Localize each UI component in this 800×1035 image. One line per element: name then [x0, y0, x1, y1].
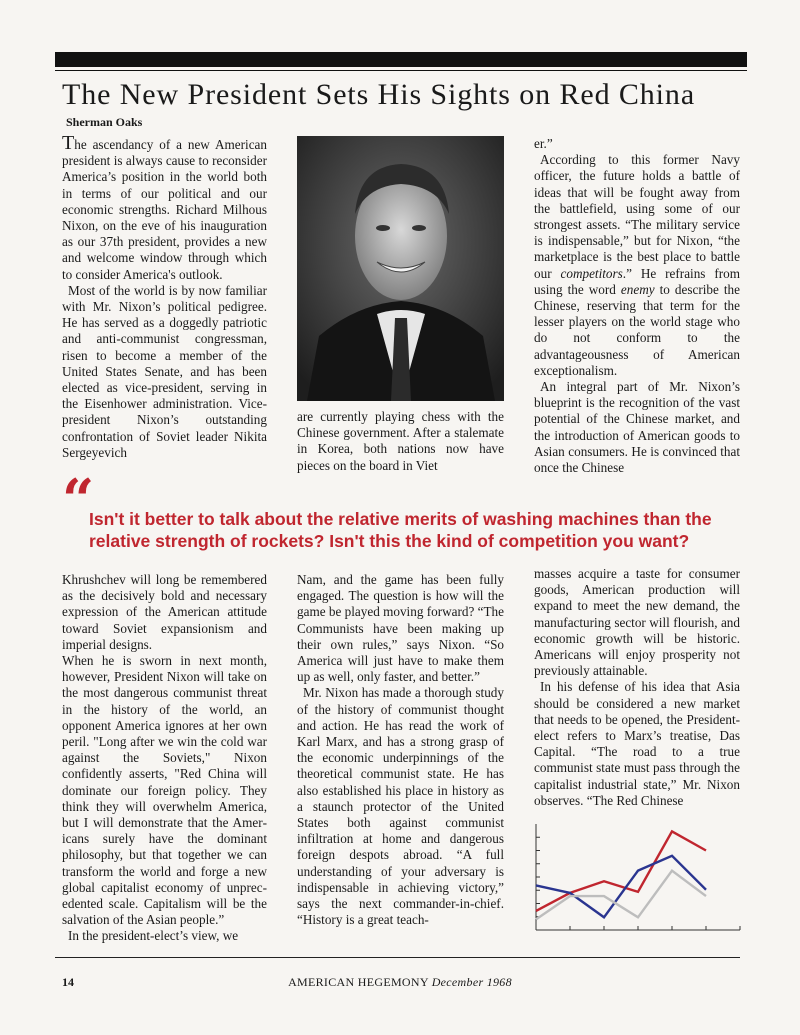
article-title: The New President Sets His Sights on Red China: [62, 78, 696, 111]
quote-mark-icon: “: [62, 467, 95, 533]
series-line-1: [536, 831, 706, 911]
paragraph: Khrushchev will long be remembered as the decisively bold and necessary expression of the American attitude toward Soviet expansionism and imperial designs.: [62, 572, 267, 652]
paragraph: are currently playing chess with the Chinese government. After a stalemate in Korea, both nations now have pieces on the board in Viet: [297, 409, 504, 473]
paragraph: er.”: [534, 136, 553, 151]
column-bottom-middle: [297, 572, 504, 928]
nixon-portrait-photo: [297, 136, 504, 401]
italic-word: competitors: [560, 265, 623, 281]
paragraph: Mr. Nixon has made a thorough study of the history of communist thought and action. He has read the work of Karl Marx, and has a strong grasp of the economic underpinnings of the theoretical communist state. He has also established his place in history as a staunch protector of the United States both against communist infiltration at home and dangerous foreign despots abroad. “A full understanding of your adversary is indispensable in achieving victory,” says the next commander-in-chief. “History is a great teach-: [297, 685, 504, 928]
line-chart: [528, 822, 746, 934]
column-top-right: [534, 136, 740, 476]
header-bar: [55, 52, 747, 67]
byline: Sherman Oaks: [66, 115, 143, 129]
paragraph-rest: he ascendancy of a new American president is always cause to reconsider America’s position in the world both in terms of our political and our economic strengths. Richard Milhous Nixon, on the eve of his inauguration as our 37th president, provides a new and welcome window through which to consider America's outlook.: [62, 137, 267, 282]
publication-name: AMERICAN HEGEMONY: [288, 975, 429, 989]
paragraph: Most of the world is by now familiar with Mr. Nixon’s political pedigree. He has served as a doggedly patriotic and anti-communist congressman, risen to become a member of the United States Senate, and has been elected as vice-president, serving in the Eisenhower administration. Vice-president Nixon’s outstanding confrontation of Soviet leader Nikita Sergeyevich: [62, 282, 267, 460]
paragraph: When he is sworn in next month, however, President Nixon will take on the most dangerous communist threat in the history of the world, an opponent America ignores at her own peril. "Long after we win the cold war against the Soviets," Nixon confidently asserts, "Red China will dominate our foreign policy. They think they will overwhelm America, but I will demonstrate that the Americans surely have the dominant philosophy, but that together we can transform the world and forge a new global capitalist economy of unprecedented scale. Capitalism will be the salvation of the Asian people.”: [62, 653, 267, 928]
drop-cap: T: [62, 132, 75, 154]
column-top-left: [62, 132, 267, 461]
italic-word: enemy: [620, 281, 655, 297]
column-bottom-right: [534, 566, 740, 809]
header-rule: [55, 70, 747, 71]
paragraph: Nam, and the game has been fully engaged. The question is how will the game be played moving forward? “The Communists have been making up their own rules,” says Nixon. “So America will just have to make them up as well, only faster, and better.”: [297, 572, 504, 685]
column-top-middle: [297, 409, 504, 474]
paragraph: [62, 132, 267, 283]
pull-quote: Isn't it better to talk about the relative merits of washing machines than the relative strength of rockets? Isn't this the kind of competition you want?: [89, 509, 712, 551]
column-bottom-left: [62, 572, 267, 945]
paragraph: masses acquire a taste for consumer goods, American production will expand to meet the new demand, the manufacturing sector will flourish, and economic growth will be historic. Americans will enjoy prosperity not previously attainable.: [534, 566, 740, 679]
paragraph: An integral part of Mr. Nixon’s blueprint is the recognition of the vast potential of the Chinese market, and the introduction of American goods to Asian consumers. He is convinced that once the Chinese: [534, 379, 740, 476]
page-number: 14: [62, 975, 74, 989]
issue-date: December 1968: [431, 975, 512, 989]
paragraph: In his defense of his idea that Asia should be considered a new market that needs to be opened, the President-elect refers to Marx’s treatise, Das Capital. “The road to a true communist state must pass through the capitalist industrial state,” Mr. Nixon observes. “The Red Chinese: [534, 679, 740, 808]
portrait-image: [297, 136, 504, 401]
paragraph: In the president-elect’s view, we: [68, 928, 239, 944]
paragraph: According to this former Navy officer, the future holds a battle of ideas that will be fought away from the battlefield, using some of our strongest assets. “The military service is indispensable,” but for Nixon, “the marketplace is the best place to battle our competitors.” He refrains from using the word enemy to describe the Chinese, reserving that term for the lesser players on the world stage who do not conform to the advantageousness of American exceptionalism.: [534, 152, 740, 378]
footer-credit: [0, 975, 800, 990]
footer-rule: [55, 957, 740, 958]
